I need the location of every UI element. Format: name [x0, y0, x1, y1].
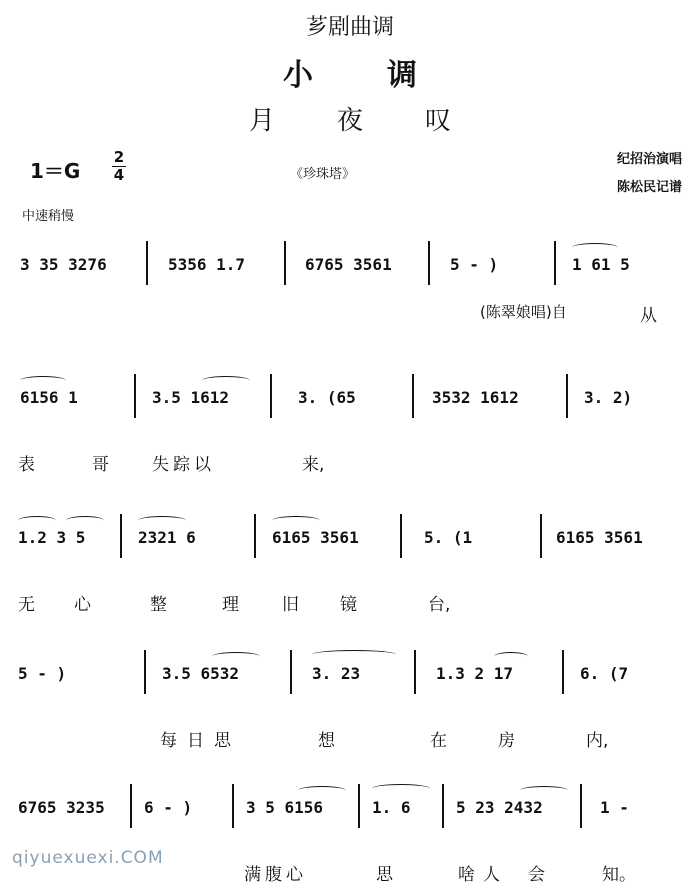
measure: 6765 3235 — [18, 798, 105, 817]
lyric: 理 — [222, 595, 239, 615]
lyric: 失踪以 — [152, 455, 215, 475]
measure: 1. 6 — [372, 798, 411, 817]
barline — [120, 514, 122, 558]
measure: 3. 2) — [584, 388, 633, 407]
measure: 1.2 3 5 — [18, 528, 86, 547]
measure: 5356 1.7 — [168, 255, 246, 274]
slur — [212, 652, 260, 661]
site-watermark: qiyuexuexi.COM — [12, 848, 164, 868]
measure: 3.5 6532 — [162, 664, 240, 683]
lyric: 啥人 — [458, 865, 508, 885]
barline — [254, 514, 256, 558]
lyric: 表 — [18, 455, 35, 475]
measure: 3.5 1612 — [152, 388, 230, 407]
lyric: 思 — [376, 865, 393, 885]
barline — [562, 650, 564, 694]
meter-bottom: 4 — [113, 166, 125, 184]
slur — [202, 376, 250, 385]
measure: 3 35 3276 — [20, 255, 107, 274]
measure: 6165 3561 — [272, 528, 359, 547]
measure: 6. (7 — [580, 664, 629, 683]
lyric: 知。 — [602, 865, 636, 885]
barline — [284, 241, 286, 285]
slur — [572, 243, 618, 252]
measure: 1.3 2 17 — [436, 664, 514, 683]
barline — [134, 374, 136, 418]
song-title: 月夜叹 — [248, 106, 513, 136]
time-signature — [112, 150, 126, 183]
barline — [580, 784, 582, 828]
lyric: 在 — [430, 731, 447, 751]
measure: 6165 3561 — [556, 528, 643, 547]
measure: 5 23 2432 — [456, 798, 543, 817]
slur — [298, 786, 346, 795]
barline — [428, 241, 430, 285]
barline — [358, 784, 360, 828]
lyric: 内, — [586, 731, 609, 751]
key-signature: 1＝G — [30, 159, 81, 183]
performer-credit: 纪招治演唱 — [616, 152, 682, 167]
slur — [138, 516, 186, 525]
measure: 6 - ) — [144, 798, 193, 817]
lyric: 每日思 — [160, 731, 241, 751]
measure: 3. (65 — [298, 388, 356, 407]
lyric: 整 — [150, 595, 167, 615]
lyric: 哥 — [92, 455, 109, 475]
barline — [554, 241, 556, 285]
slur — [494, 652, 528, 661]
lyric: 镜 — [340, 595, 357, 615]
barline — [146, 241, 148, 285]
lyric: 满腹心 — [244, 865, 307, 885]
barline — [232, 784, 234, 828]
lyric: (陈翠娘唱)自 — [480, 303, 567, 321]
lyric: 心 — [74, 595, 91, 615]
measure: 2321 6 — [138, 528, 196, 547]
measure: 6765 3561 — [305, 255, 392, 274]
measure: 1 61 5 — [572, 255, 630, 274]
lyric: 从 — [640, 306, 657, 326]
slur — [372, 784, 430, 793]
lyric: 来, — [302, 455, 325, 475]
barline — [412, 374, 414, 418]
slur — [18, 516, 56, 525]
barline — [270, 374, 272, 418]
measure: 5 - ) — [450, 255, 499, 274]
slur — [520, 786, 568, 795]
barline — [144, 650, 146, 694]
barline — [130, 784, 132, 828]
lyric: 无 — [18, 595, 35, 615]
measure: 1 - — [600, 798, 629, 817]
measure: 3532 1612 — [432, 388, 519, 407]
barline — [290, 650, 292, 694]
measure: 3. 23 — [312, 664, 361, 683]
slur — [66, 516, 104, 525]
genre-heading: 芗剧曲调 — [305, 15, 394, 40]
lyric: 房 — [498, 731, 515, 751]
barline — [442, 784, 444, 828]
lyric: 台, — [428, 595, 451, 615]
tempo-marking: 中速稍慢 — [22, 209, 75, 224]
tune-type-heading: 小调 — [283, 58, 491, 93]
aria-source: 《珍珠塔》 — [290, 167, 356, 182]
lyric: 想 — [318, 731, 335, 751]
slur — [20, 376, 66, 385]
meter-top: 2 — [113, 148, 125, 166]
barline — [540, 514, 542, 558]
measure: 5 - ) — [18, 664, 67, 683]
lyric: 会 — [528, 865, 545, 885]
slur — [272, 516, 320, 525]
lyric: 旧 — [282, 595, 299, 615]
transcriber-credit: 陈松民记谱 — [616, 180, 682, 195]
measure: 6156 1 — [20, 388, 78, 407]
barline — [566, 374, 568, 418]
measure: 5. (1 — [424, 528, 473, 547]
barline — [400, 514, 402, 558]
barline — [414, 650, 416, 694]
slur — [312, 650, 396, 659]
measure: 3 5 6156 — [246, 798, 324, 817]
